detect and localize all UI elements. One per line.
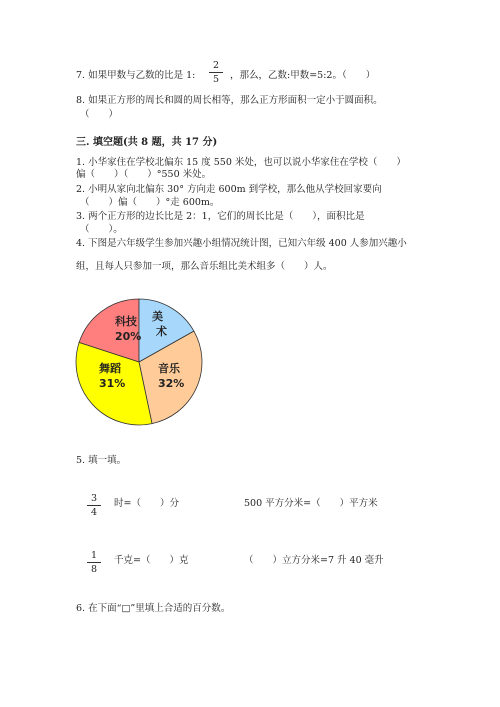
label-keji-pct: 20% — [115, 330, 142, 343]
pie-chart — [72, 295, 212, 430]
q5-c-fraction — [87, 550, 101, 575]
fill-q2-line2: （ ）偏（ ）°走 600m。 — [80, 197, 220, 208]
q7-frac-den: 5 — [212, 74, 220, 85]
q7-fraction — [209, 60, 223, 85]
q5-c-num: 1 — [90, 550, 98, 561]
label-yinyue-pct: 32% — [158, 377, 185, 390]
q6-label: 6. 在下面“□”里填上合适的百分数。 — [76, 603, 231, 614]
label-wudao-pct: 31% — [99, 377, 126, 390]
label-wudao: 舞蹈 — [99, 362, 121, 375]
label-keji: 科技 — [115, 315, 137, 328]
fill-q3-line1: 3. 两个正方形的边长比是 2：1，它们的周长比是（ ），面积比是 — [76, 211, 365, 222]
q5-c-den: 8 — [90, 564, 98, 575]
q5-label: 5. 填一填。 — [76, 455, 127, 466]
q5-a-den: 4 — [90, 507, 98, 518]
fill-q4-line2: 组，且每人只参加一项，那么音乐组比美术组多（ ）人。 — [76, 261, 333, 272]
fill-q2-line1: 2. 小明从家向北偏东 30° 方向走 600m 到学校，那么他从学校回家要向 — [76, 184, 382, 195]
q7-prefix: 7. 如果甲数与乙数的比是 1: — [76, 70, 196, 81]
label-meishu-1: 美 — [152, 310, 163, 323]
q5-c-text: 千克=（ ）克 — [114, 555, 189, 566]
q8-line1: 8. 如果正方形的周长和圆的周长相等，那么正方形面积一定小于圆面积。 — [76, 95, 383, 106]
q5-d-text: （ ）立方分米=7 升 40 毫升 — [244, 555, 384, 566]
q5-a-num: 3 — [90, 493, 98, 504]
q7-suffix: ，那么，乙数:甲数=5:2。（ ） — [230, 70, 376, 81]
fill-q4-line1: 4. 下图是六年级学生参加兴趣小组情况统计图，已知六年级 400 人参加兴趣小 — [76, 238, 407, 249]
fill-q3-line2: （ ）。 — [80, 224, 123, 235]
section-title: 三. 填空题(共 8 题，共 17 分) — [76, 137, 218, 148]
fill-q1-line2: 偏（ ）（ ）°550 米处。 — [76, 169, 212, 180]
q8-line2: （ ） — [80, 109, 119, 120]
q5-a-fraction — [87, 493, 101, 518]
q5-b-text: 500 平方分米=（ ）平方米 — [244, 498, 378, 509]
q7-frac-num: 2 — [212, 60, 220, 71]
label-yinyue: 音乐 — [158, 362, 180, 375]
label-meishu-2: 术 — [156, 325, 167, 338]
q5-a-text: 时=（ ）分 — [114, 498, 179, 509]
fill-q1-line1: 1. 小华家住在学校北偏东 15 度 550 米处，也可以说小华家住在学校（ ） — [76, 157, 406, 168]
